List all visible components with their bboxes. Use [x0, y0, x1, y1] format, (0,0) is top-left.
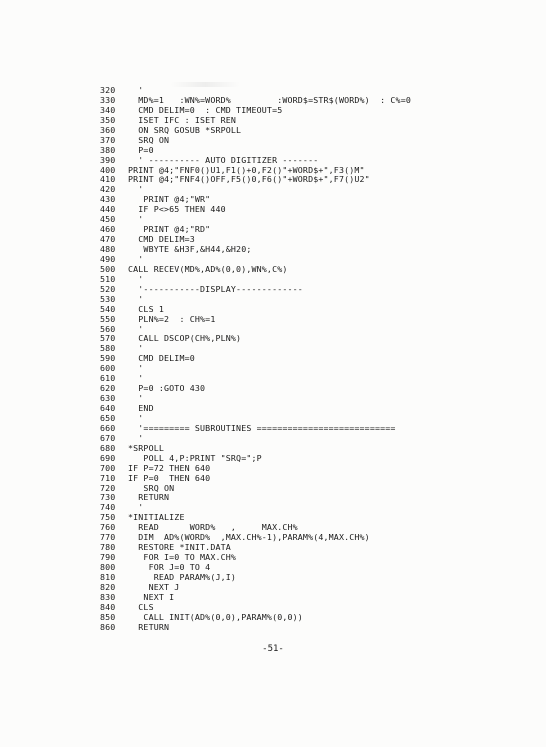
line-number: 400	[100, 164, 116, 175]
line-number: 470	[100, 234, 116, 245]
line-code: CLS	[128, 601, 154, 612]
line-number: 320	[100, 85, 116, 95]
line-number: 390	[100, 154, 116, 165]
line-code: WBYTE &H3F,&H44,&H20;	[128, 244, 252, 254]
line-code: '	[128, 273, 144, 284]
line-code: '	[128, 293, 144, 304]
code-line	[100, 474, 411, 484]
line-number: 720	[100, 482, 116, 493]
line-code: '	[128, 432, 144, 443]
line-number: 860	[100, 621, 116, 632]
line-number: 740	[100, 502, 116, 513]
line-code: CALL INIT(AD%(0,0),PARAM%(0,0))	[128, 611, 303, 622]
line-number: 680	[100, 442, 116, 453]
line-code: ISET IFC : ISET REN	[128, 114, 237, 125]
line-number: 790	[100, 552, 116, 563]
line-code: '	[128, 214, 144, 225]
code-line	[100, 245, 411, 255]
line-number: 640	[100, 403, 116, 413]
line-code: IF P=0 THEN 640	[128, 472, 211, 483]
code-line	[100, 285, 411, 295]
line-number: 580	[100, 343, 116, 354]
page-number: -51-	[262, 644, 284, 654]
basic-code-listing	[100, 86, 411, 633]
line-code: FOR J=0 TO 4	[128, 562, 211, 572]
line-number: 800	[100, 562, 116, 572]
line-number: 660	[100, 422, 116, 433]
line-code: RESTORE *INIT.DATA	[128, 542, 231, 553]
line-number: 610	[100, 373, 116, 384]
line-code: RETURN	[128, 492, 170, 503]
line-code: '	[128, 253, 144, 264]
line-code: SRQ ON	[128, 134, 170, 145]
line-number: 700	[100, 462, 116, 473]
line-number: 830	[100, 591, 116, 602]
code-line	[100, 205, 411, 215]
code-line	[100, 623, 411, 633]
line-number: 600	[100, 363, 116, 374]
line-number: 750	[100, 512, 116, 523]
line-number: 840	[100, 601, 116, 612]
line-code: END	[128, 403, 154, 413]
line-code: CMD DELIM=3	[128, 234, 195, 245]
line-code: CALL RECEV(MD%,AD%(0,0),WN%,C%)	[128, 263, 288, 274]
line-number: 670	[100, 432, 116, 443]
line-number: 380	[100, 144, 116, 155]
line-code: PRINT @4;"FNF4()OFF,F5()0,F6()"+WORD$+",F7()U2"	[128, 174, 370, 185]
line-number: 850	[100, 611, 116, 622]
line-code: CALL DSCOP(CH%,PLN%)	[128, 333, 242, 344]
line-code: *INITIALIZE	[128, 512, 185, 523]
line-code: NEXT I	[128, 591, 175, 602]
code-line	[100, 354, 411, 364]
line-number: 490	[100, 253, 116, 264]
code-line	[100, 493, 411, 503]
line-code: READ WORD% , MAX.CH%	[128, 522, 298, 533]
line-number: 810	[100, 571, 116, 582]
line-number: 630	[100, 393, 116, 404]
line-number: 430	[100, 194, 116, 205]
code-line	[100, 315, 411, 325]
line-code: PRINT @4;"WR"	[128, 194, 211, 205]
line-number: 710	[100, 472, 116, 483]
line-code: FOR I=0 TO MAX.CH%	[128, 552, 237, 563]
line-code: MD%=1 :WN%=WORD% :WORD$=STR$(WORD%) : C%=0	[128, 94, 411, 105]
line-number: 590	[100, 353, 116, 364]
line-code: READ PARAM%(J,I)	[128, 571, 237, 582]
line-number: 340	[100, 104, 116, 115]
line-code: '	[128, 363, 144, 374]
code-line	[100, 404, 411, 414]
line-code: '	[128, 323, 144, 334]
line-code: SRQ ON	[128, 482, 175, 493]
line-code: NEXT J	[128, 581, 180, 592]
code-line	[100, 265, 411, 275]
line-number: 570	[100, 333, 116, 344]
line-number: 760	[100, 522, 116, 533]
line-code: POLL 4,P:PRINT "SRQ=";P	[128, 452, 262, 463]
line-code: '========= SUBROUTINES ===========================	[128, 422, 396, 433]
line-code: IF P=72 THEN 640	[128, 462, 211, 473]
line-number: 550	[100, 313, 116, 324]
line-number: 650	[100, 412, 116, 423]
line-number: 360	[100, 124, 116, 135]
line-number: 480	[100, 244, 116, 254]
line-number: 450	[100, 214, 116, 225]
line-number: 510	[100, 273, 116, 284]
line-number: 530	[100, 293, 116, 304]
code-line	[100, 175, 411, 185]
line-number: 820	[100, 581, 116, 592]
line-code: *SRPOLL	[128, 442, 165, 453]
line-code: P=0 :GOTO 430	[128, 383, 206, 394]
line-code: '	[128, 184, 144, 195]
code-line	[100, 156, 411, 166]
line-code: PLN%=2 : CH%=1	[128, 313, 216, 324]
line-number: 620	[100, 383, 116, 394]
line-code: '	[128, 502, 144, 513]
line-number: 350	[100, 114, 116, 125]
line-number: 370	[100, 134, 116, 145]
line-code: ' ---------- AUTO DIGITIZER -------	[128, 154, 319, 165]
line-code: CMD DELIM=0 : CMD TIMEOUT=5	[128, 104, 283, 115]
line-number: 410	[100, 174, 116, 185]
line-number: 730	[100, 492, 116, 503]
line-code: ON SRQ GOSUB *SRPOLL	[128, 124, 242, 135]
line-number: 520	[100, 283, 116, 294]
line-code: PRINT @4;"RD"	[128, 224, 211, 235]
line-number: 780	[100, 542, 116, 553]
line-number: 330	[100, 94, 116, 105]
line-number: 690	[100, 452, 116, 463]
line-code: '	[128, 393, 144, 404]
line-number: 540	[100, 303, 116, 314]
line-number: 770	[100, 532, 116, 543]
code-line	[100, 424, 411, 434]
line-code: '	[128, 343, 144, 354]
line-number: 500	[100, 263, 116, 274]
line-number: 560	[100, 323, 116, 334]
line-code: PRINT @4;"FNF0()U1,F1()+0,F2()"+WORD$+",F3()M"	[128, 164, 365, 175]
code-line	[100, 334, 411, 344]
code-line	[100, 364, 411, 374]
line-code: CLS 1	[128, 303, 165, 314]
code-line	[100, 384, 411, 394]
line-code: CMD DELIM=0	[128, 353, 195, 364]
line-code: '	[128, 373, 144, 384]
line-code: '-----------DISPLAY-------------	[128, 283, 303, 294]
line-code: DIM AD%(WORD% ,MAX.CH%-1),PARAM%(4,MAX.CH%)	[128, 532, 370, 543]
line-code: RETURN	[128, 621, 170, 632]
line-number: 440	[100, 204, 116, 215]
line-number: 460	[100, 224, 116, 235]
line-code: '	[128, 412, 144, 423]
line-code: IF P<>65 THEN 440	[128, 204, 226, 215]
line-code: '	[128, 85, 144, 95]
line-code: P=0	[128, 144, 154, 155]
line-number: 420	[100, 184, 116, 195]
